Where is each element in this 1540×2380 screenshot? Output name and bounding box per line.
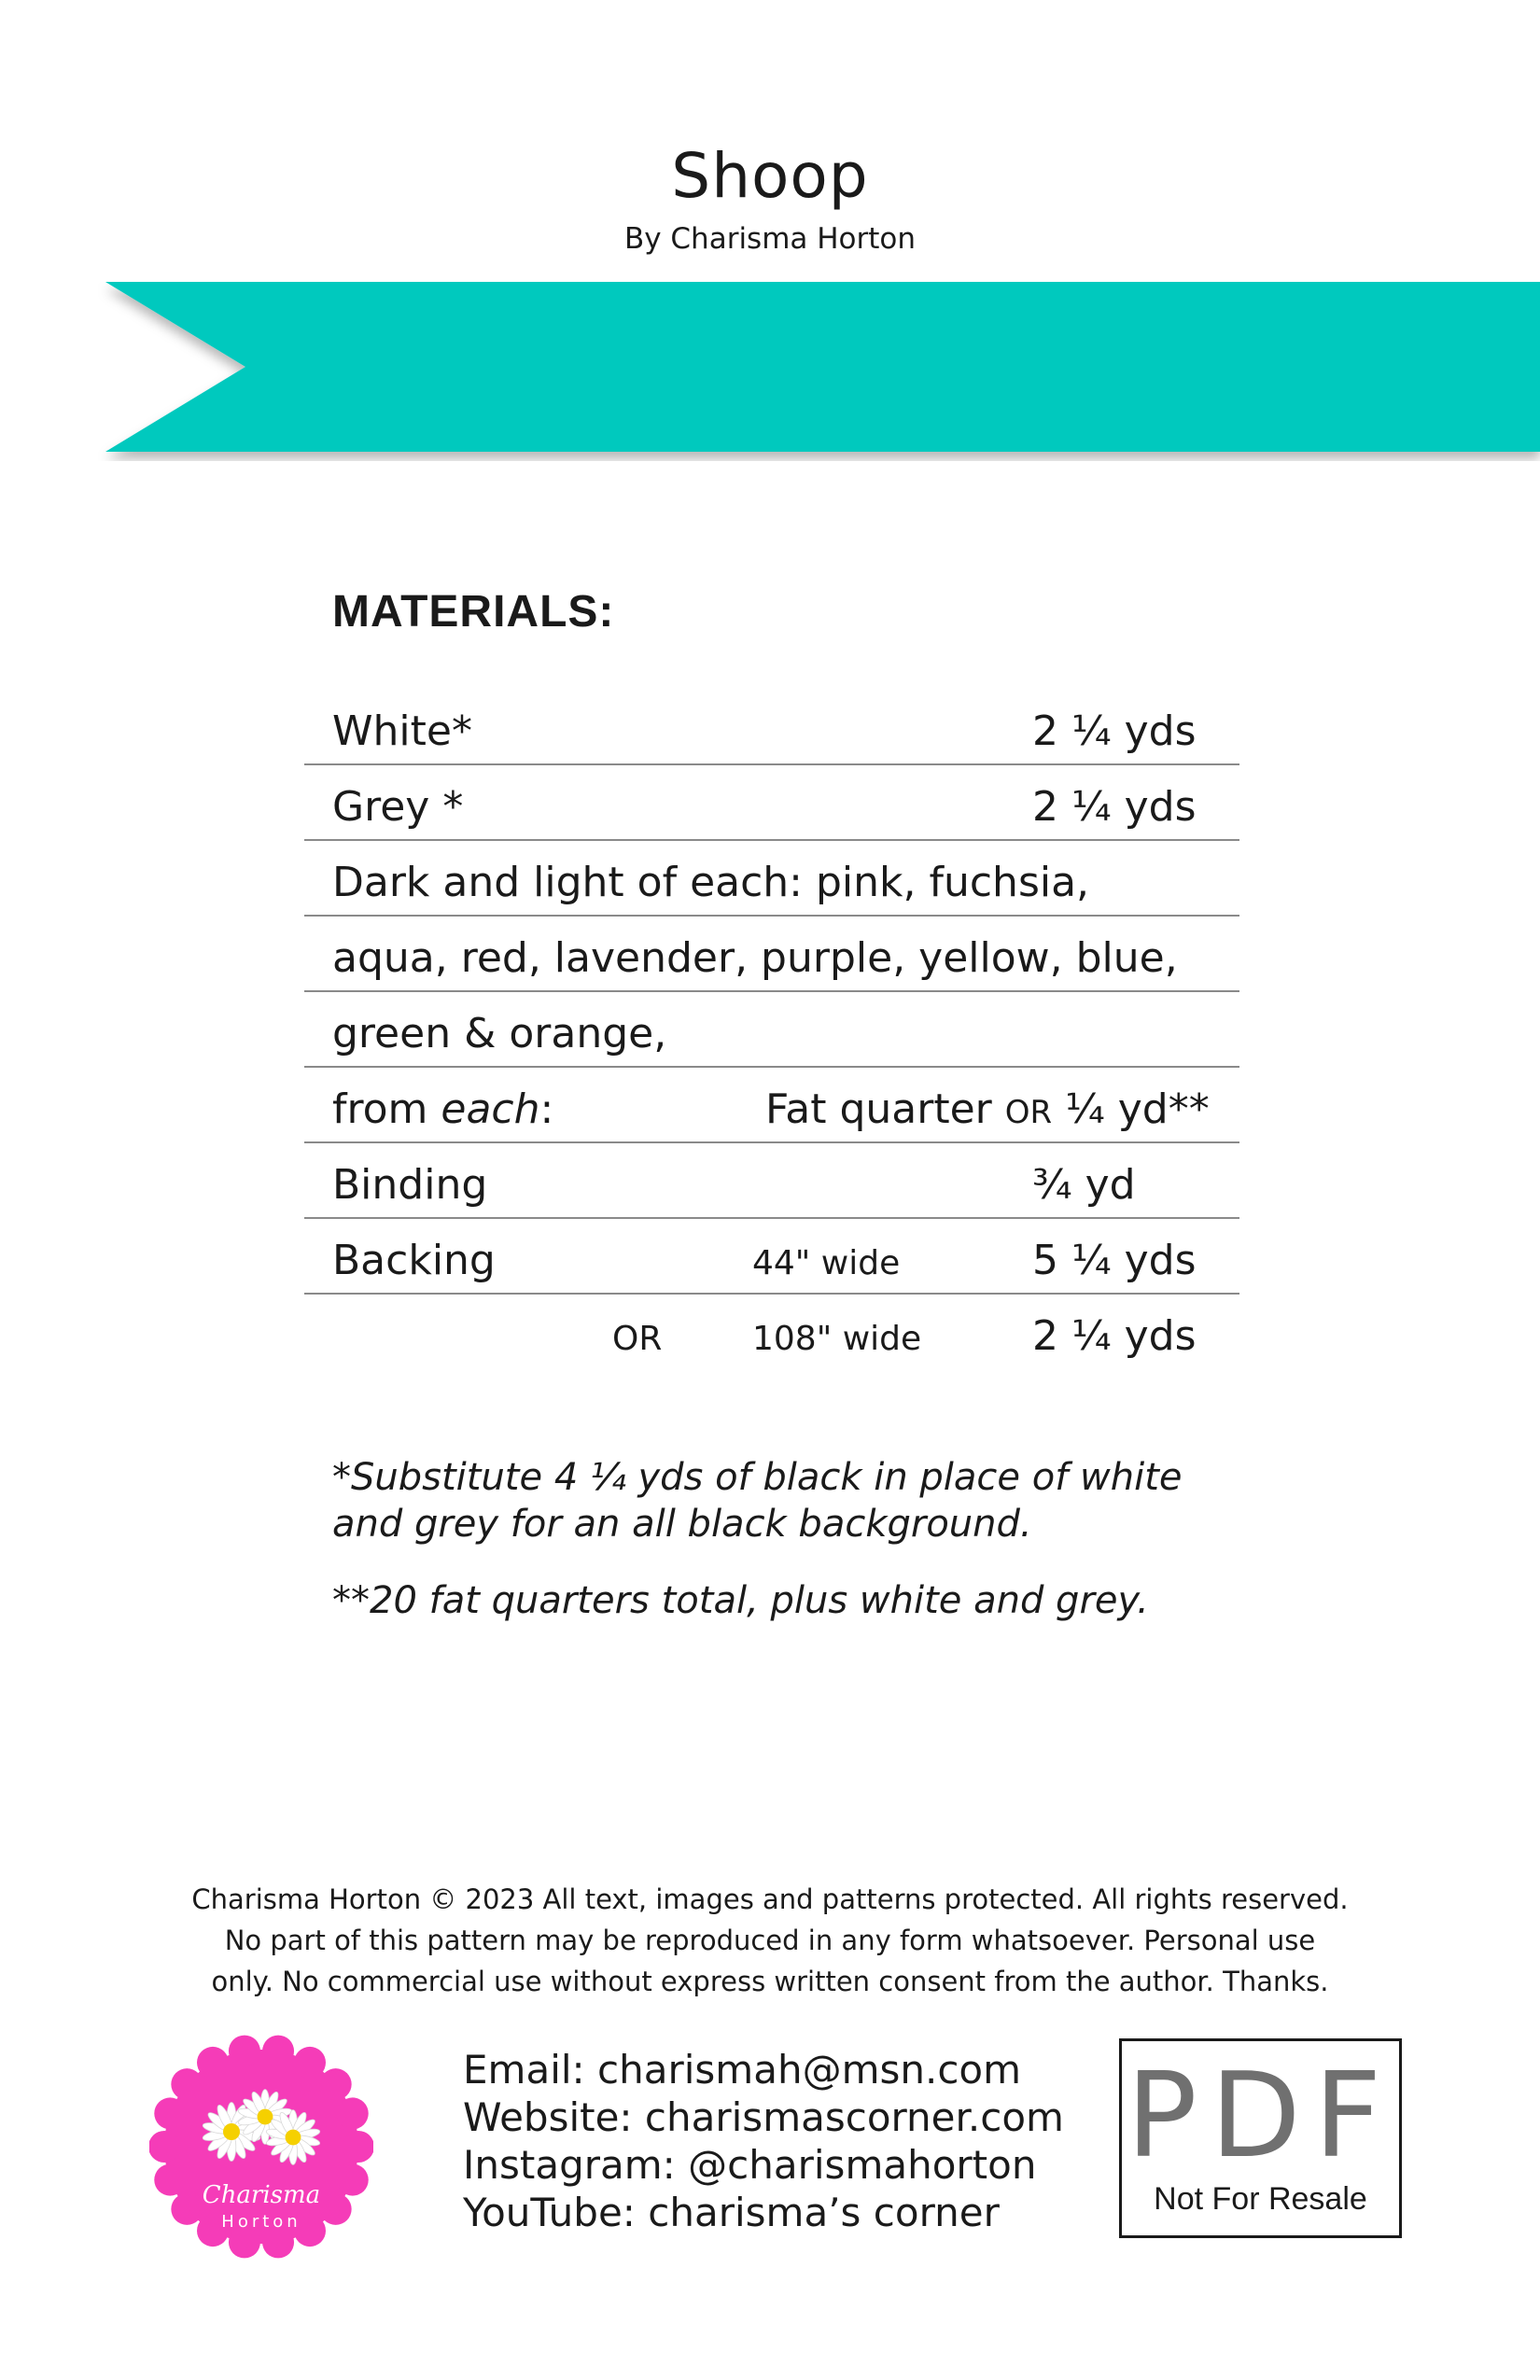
materials-row-backing — [304, 1218, 1239, 1295]
material-amount: 2 ¼ yds — [1032, 707, 1197, 755]
material-width: 108" wide — [752, 1320, 922, 1358]
pdf-not-for-resale-badge — [1119, 2038, 1402, 2238]
materials-row-colors-2 — [304, 916, 1239, 992]
material-width: 44" wide — [752, 1244, 901, 1282]
contact-instagram: Instagram: @charismahorton — [463, 2142, 1037, 2188]
logo-text-horton: Horton — [221, 2212, 301, 2232]
contact-info — [463, 2046, 1064, 2236]
material-amount: Fat quarter OR ¼ yd** — [765, 1085, 1210, 1133]
material-amount: 2 ¼ yds — [1032, 783, 1197, 831]
materials-row-grey — [304, 764, 1239, 841]
logo-text-charisma: Charisma — [202, 2181, 321, 2209]
page-title: Shoop — [671, 140, 869, 212]
pdf-badge-subtitle: Not For Resale — [1154, 2181, 1367, 2217]
header-banner-ribbon — [98, 282, 1540, 461]
charisma-horton-logo — [149, 2035, 373, 2259]
contact-website: Website: charismascorner.com — [463, 2094, 1064, 2140]
footnote-fat-quarters: **20 fat quarters total, plus white and grey. — [332, 1579, 1149, 1622]
materials-row-colors-3 — [304, 991, 1239, 1068]
pdf-badge-word: PDF — [1126, 2047, 1395, 2184]
material-label: from each: — [332, 1085, 554, 1133]
material-label: aqua, red, lavender, purple, yellow, blue, — [332, 934, 1178, 982]
material-amount: 5 ¼ yds — [1032, 1237, 1197, 1284]
material-label: Backing — [332, 1237, 496, 1284]
contact-youtube: YouTube: charisma’s corner — [463, 2190, 1000, 2235]
materials-row-binding — [304, 1142, 1239, 1219]
material-label: Grey * — [332, 783, 464, 831]
materials-row-from-each — [304, 1067, 1239, 1143]
materials-row-colors-1 — [304, 840, 1239, 917]
material-label: green & orange, — [332, 1010, 667, 1057]
material-label: Binding — [332, 1161, 488, 1209]
material-label: Dark and light of each: pink, fuchsia, — [332, 859, 1090, 906]
copyright-notice: Charisma Horton © 2023 All text, images and patterns protected. All rights reserved. No part of this pattern may be reproduced in any form whatsoever. Personal use only. No commercial use without express written consent from the author. Thanks. — [191, 1883, 1349, 1997]
material-amount: 2 ¼ yds — [1032, 1312, 1197, 1360]
material-or: OR — [612, 1320, 663, 1358]
contact-email: Email: charismah@msn.com — [463, 2047, 1022, 2093]
materials-heading: MATERIALS: — [332, 587, 615, 637]
author-byline: By Charisma Horton — [623, 222, 917, 256]
footnote-substitute: *Substitute 4 ¼ yds of black in place of white and grey for an all black background. — [332, 1456, 1183, 1546]
materials-row-backing-alt — [304, 1294, 1239, 1368]
materials-row-white — [304, 689, 1239, 765]
material-label: White* — [332, 707, 472, 755]
material-amount: ¾ yd — [1032, 1161, 1136, 1209]
